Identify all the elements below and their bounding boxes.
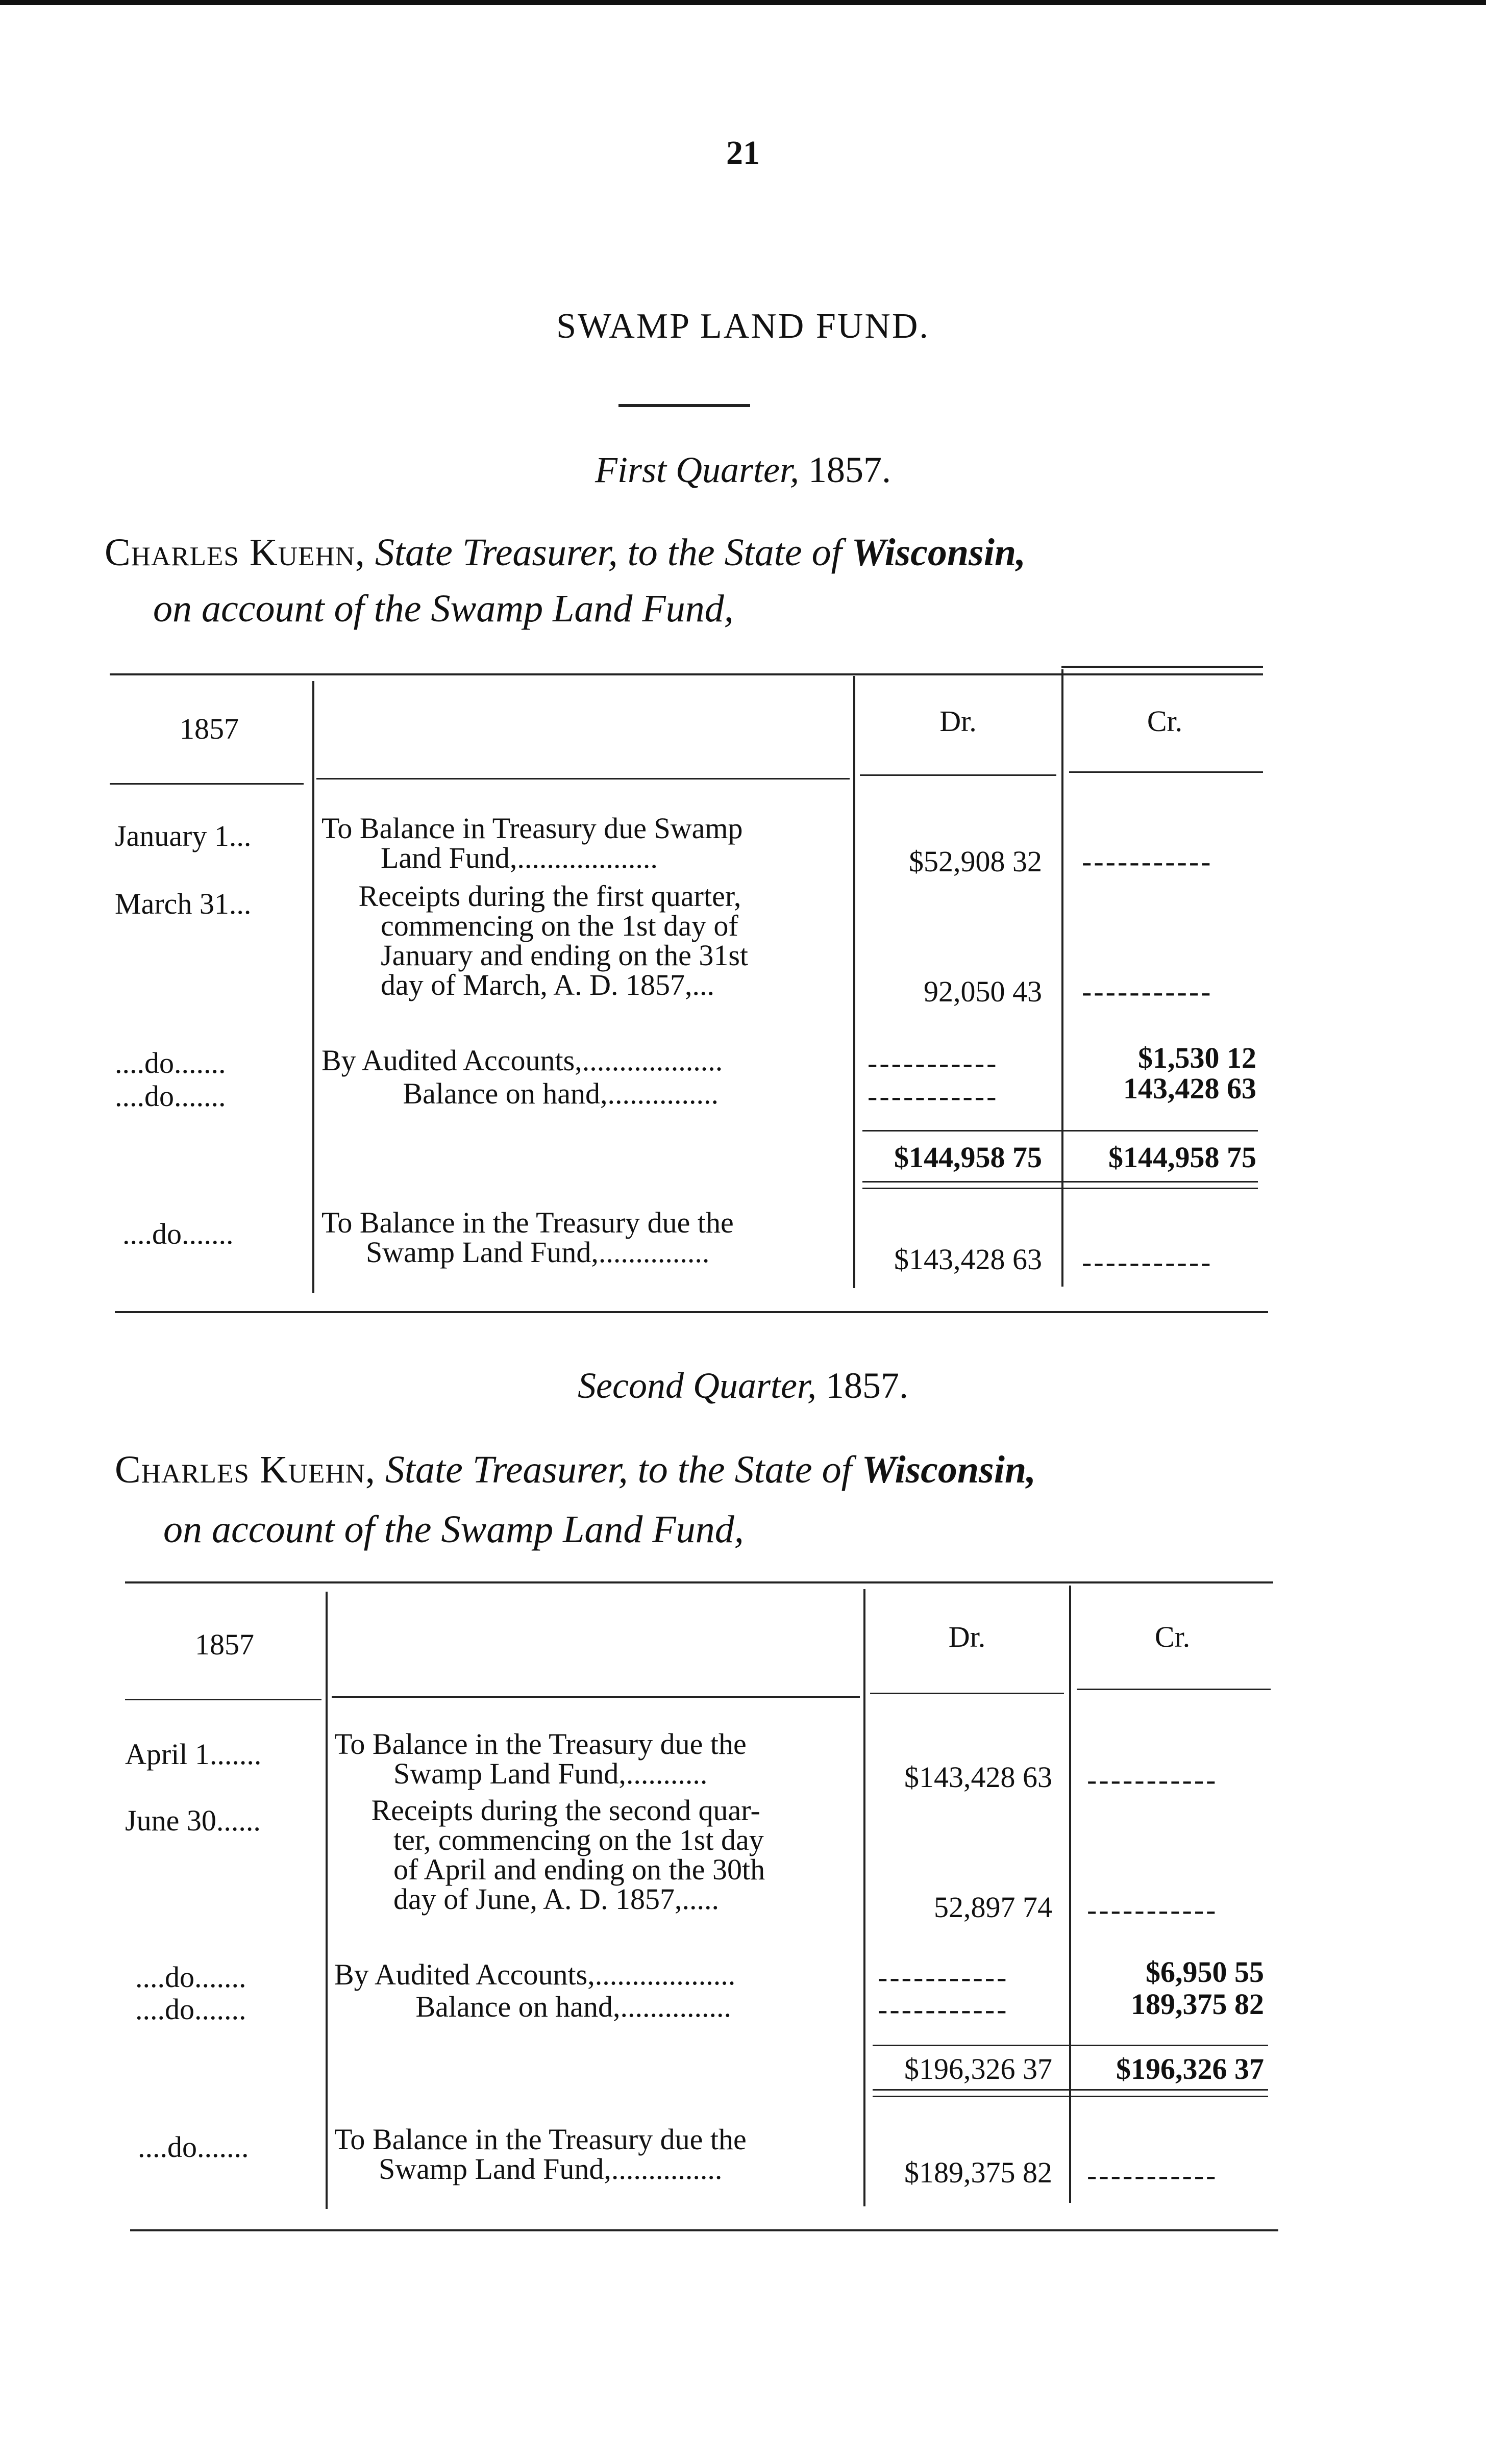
row-dr-amount: -----------: [878, 1993, 1009, 2026]
row-date: ....do.......: [135, 1960, 246, 1994]
row-description: By Audited Accounts,...................: [334, 1958, 736, 1991]
total-cr: $196,326 37: [1116, 2052, 1264, 2085]
row-description: Receipts during the second quar- ter, commencing on the 1st day of April and ending on the 30th day of June, A. D. 1857,.....: [371, 1794, 765, 1916]
quarter-year: 1857.: [808, 449, 891, 490]
row-date: ....do.......: [115, 1079, 226, 1113]
total-cr: $144,958 75: [1108, 1141, 1256, 1174]
state-name: Wisconsin,: [851, 531, 1026, 574]
ledger-divider-2: [863, 1589, 865, 2206]
account-line-1: [115, 1448, 1036, 1492]
column-header-cr: Cr.: [1147, 705, 1183, 738]
page-number: 21: [726, 134, 760, 171]
row-cr-amount: -----------: [1082, 1245, 1213, 1278]
account-line-2: [153, 587, 734, 631]
quarter-name: First Quarter,: [595, 449, 800, 490]
row-description: By Audited Accounts,...................: [321, 1044, 723, 1077]
row-dr-amount: -----------: [868, 1079, 999, 1113]
row-description: To Balance in Treasury due Swamp Land Fund,...................: [321, 812, 743, 874]
row-cr-amount: -----------: [1087, 1763, 1218, 1796]
treasurer-name: Charles Kuehn,: [105, 531, 365, 574]
ledger-divider-1: [312, 681, 314, 1293]
page-title: SWAMP LAND FUND.: [556, 307, 930, 346]
row-cr-amount: -----------: [1087, 1893, 1218, 1926]
row-date: ....do.......: [138, 2130, 249, 2164]
column-header-cr: Cr.: [1154, 1620, 1191, 1653]
row-cr-amount: $6,950 55: [1146, 1955, 1264, 1989]
row-dr-amount: $143,428 63: [904, 1761, 1052, 1794]
total-rule-top: [862, 1130, 1258, 1132]
state-name: Wisconsin,: [861, 1448, 1036, 1491]
row-description: To Balance in the Treasury due the Swamp Land Fund,...........: [334, 1727, 747, 1790]
ledger-top-rule-cr: [1061, 666, 1263, 668]
row-cr-amount: -----------: [1082, 845, 1213, 878]
row-date: April 1.......: [125, 1738, 262, 1771]
row-description: Receipts during the first quarter, commencing on the 1st day of January and ending on the 31st day of March, A. D. 1857,...: [358, 879, 749, 1001]
ledger-divider-1: [326, 1592, 328, 2209]
ledger-bottom-rule: [115, 1311, 1268, 1313]
account-description: State Treasurer, to the State of: [385, 1448, 852, 1491]
column-header-year: 1857: [180, 712, 239, 745]
quarter-heading-second: [0, 1365, 1486, 1407]
row-date: ....do.......: [135, 1993, 246, 2026]
row-cr-amount: -----------: [1082, 975, 1213, 1008]
row-cr-amount: -----------: [1087, 2158, 1218, 2192]
ledger-divider-3: [1069, 1586, 1071, 2203]
row-dr-amount: 92,050 43: [924, 975, 1042, 1008]
account-line-1: [105, 531, 1026, 575]
quarter-year: 1857.: [825, 1365, 908, 1406]
row-date: ....do.......: [122, 1217, 234, 1250]
row-date: ....do.......: [115, 1046, 226, 1079]
total-rule-top: [873, 2045, 1268, 2046]
row-dr-amount: $52,908 32: [909, 845, 1042, 878]
ledger-header-rule-year: [110, 783, 304, 785]
quarter-name: Second Quarter,: [578, 1365, 816, 1406]
ledger-header-rule-dr: [870, 1693, 1064, 1694]
total-rule-bottom-2: [873, 2096, 1268, 2097]
row-cr-amount: $1,530 12: [1138, 1041, 1256, 1074]
ledger-top-rule: [110, 673, 1263, 675]
account-fund-line: on account of the Swamp Land Fund,: [153, 587, 734, 630]
account-line-2: [163, 1507, 744, 1552]
row-date: January 1...: [115, 819, 252, 852]
total-rule-bottom-2: [862, 1188, 1258, 1189]
ledger-divider-3: [1061, 669, 1063, 1287]
ledger-header-rule-desc: [332, 1696, 860, 1698]
row-description: To Balance in the Treasury due the Swamp Land Fund,...............: [334, 2123, 747, 2185]
ledger-bottom-rule: [130, 2229, 1278, 2231]
row-dr-amount: $143,428 63: [894, 1243, 1042, 1276]
total-dr: $144,958 75: [894, 1141, 1042, 1174]
row-date: June 30......: [125, 1804, 261, 1837]
ledger-header-rule-dr: [860, 774, 1056, 776]
row-dr-amount: $189,375 82: [904, 2156, 1052, 2189]
ledger-header-rule-desc: [316, 778, 850, 780]
quarter-heading-first: [0, 449, 1486, 491]
row-date: March 31...: [115, 887, 252, 920]
title-divider: [618, 404, 750, 407]
row-cr-amount: 189,375 82: [1131, 1988, 1264, 2021]
row-description: Balance on hand,...............: [334, 1990, 732, 2023]
row-cr-amount: 143,428 63: [1123, 1072, 1256, 1105]
page-top-rule: [0, 0, 1486, 5]
ledger-top-rule: [125, 1581, 1273, 1583]
treasurer-name: Charles Kuehn,: [115, 1448, 376, 1491]
total-dr: $196,326 37: [904, 2052, 1052, 2085]
total-rule-bottom-1: [873, 2089, 1268, 2091]
ledger-header-rule-year: [125, 1699, 321, 1700]
row-dr-amount: -----------: [868, 1046, 999, 1079]
row-dr-amount: 52,897 74: [934, 1891, 1052, 1924]
row-description: To Balance in the Treasury due the Swamp Land Fund,...............: [321, 1206, 734, 1269]
row-description: Balance on hand,...............: [321, 1077, 719, 1110]
ledger-divider-2: [853, 676, 855, 1288]
row-dr-amount: -----------: [878, 1960, 1009, 1994]
ledger-header-rule-cr: [1069, 771, 1263, 773]
account-description: State Treasurer, to the State of: [375, 531, 842, 574]
column-header-dr: Dr.: [939, 705, 977, 738]
total-rule-bottom-1: [862, 1181, 1258, 1183]
account-fund-line: on account of the Swamp Land Fund,: [163, 1508, 744, 1551]
column-header-year: 1857: [195, 1628, 254, 1661]
ledger-header-rule-cr: [1077, 1689, 1271, 1690]
column-header-dr: Dr.: [948, 1620, 986, 1653]
